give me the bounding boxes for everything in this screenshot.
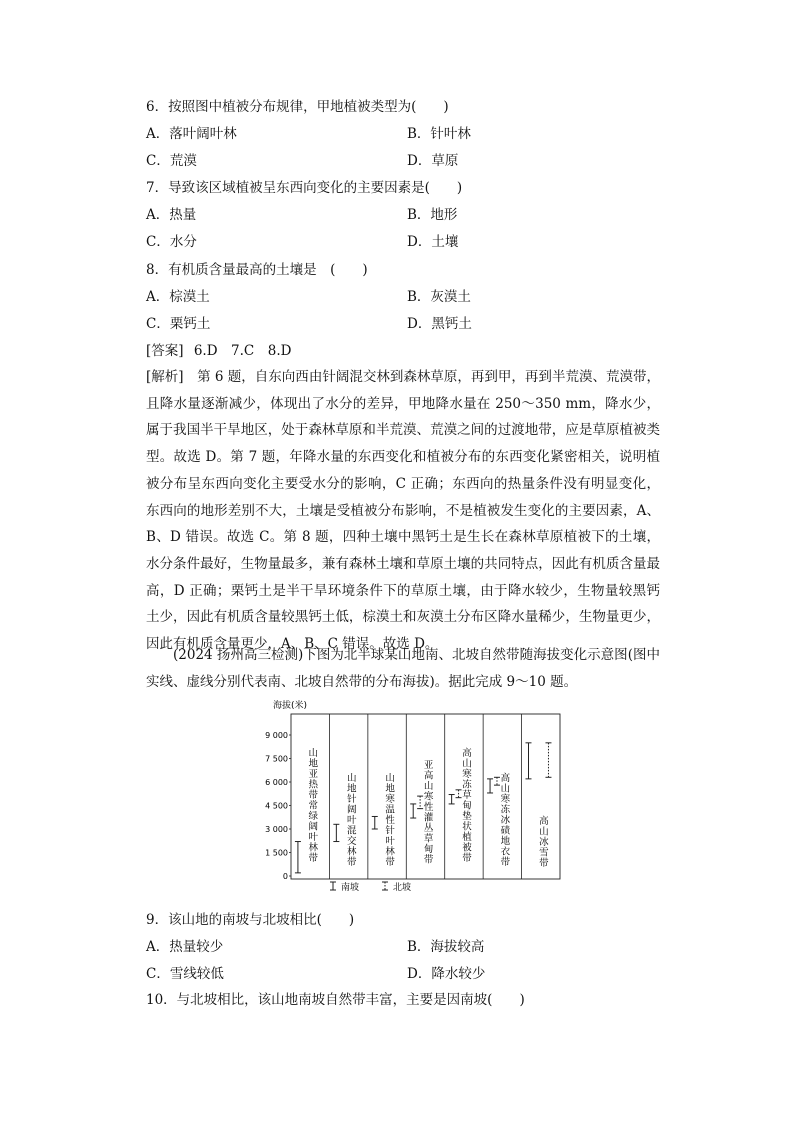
answer-text: 6.D 7.C 8.D	[193, 343, 292, 359]
altitude-belt-diagram	[265, 696, 568, 896]
q6-option-c: C．荒漠	[146, 153, 197, 169]
south-slope-bar	[333, 824, 339, 841]
y-axis-ticks	[265, 731, 291, 881]
q8-option-d: D．黑钙土	[407, 316, 472, 332]
belt-label: 亚高山寒性灌丛草甸带	[423, 760, 434, 866]
figure-intro-text: (2024 扬州高三检测)下图为北半球某山地南、北坡自然带随海拔变化示意图(图中实线、虚线分别代表南、北坡自然带的分布海拔)。据此完成 9～10 题。	[146, 647, 660, 690]
question-10-stem: 10．与北坡相比，该山地南坡自然带丰富，主要是因南坡( )	[146, 992, 525, 1008]
q7-option-a: A．热量	[146, 207, 197, 223]
south-slope-bar	[295, 842, 301, 873]
q6-option-b: B．针叶林	[407, 126, 471, 142]
q8-option-b: B．灰漠土	[407, 289, 471, 305]
y-tick-label: 0	[282, 872, 288, 881]
north-slope-bar	[545, 743, 551, 777]
belt-label: 高山寒冻冰碛地衣带	[500, 773, 511, 868]
q9-option-d: D．降水较少	[407, 966, 486, 982]
q8-option-a: A．棕漠土	[146, 289, 210, 305]
q9-option-c: C．雪线较低	[146, 966, 224, 982]
q7-option-d: D．土壤	[407, 234, 459, 250]
q8-option-c: C．栗钙土	[146, 316, 211, 332]
y-tick-label: 6 000	[265, 778, 288, 787]
analysis-tag: [解析]	[146, 369, 184, 385]
south-slope-bar	[372, 816, 378, 829]
question-7-stem: 7．导致该区域植被呈东西向变化的主要因素是( )	[146, 180, 463, 196]
q9-option-b: B．海拔较高	[407, 939, 485, 955]
belt-label: 山地针阔叶混交林带	[346, 773, 357, 868]
question-9-stem: 9．该山地的南坡与北坡相比( )	[146, 912, 355, 928]
north-slope-bar	[494, 777, 500, 785]
y-tick-label: 1 500	[265, 848, 288, 858]
south-slope-bar	[449, 795, 455, 804]
y-tick-label: 4 500	[265, 801, 288, 811]
north-slope-bar	[456, 790, 462, 798]
legend-north-symbol	[382, 882, 388, 890]
y-tick-label: 7 500	[265, 754, 288, 764]
north-slope-bar	[417, 796, 423, 809]
belt-label: 高山冰雪带	[539, 816, 549, 869]
analysis-paragraph	[146, 364, 660, 658]
q7-option-b: B．地形	[407, 207, 458, 223]
q7-option-c: C．水分	[146, 234, 197, 250]
legend-south-label: 南坡	[341, 883, 360, 893]
belt-label: 高山寒冻草甸垫状植被带	[462, 748, 472, 864]
south-slope-bar	[410, 804, 416, 818]
y-tick-label: 3 000	[265, 825, 288, 834]
legend-north-label: 北坡	[393, 883, 412, 893]
question-8-stem: 8．有机质含量最高的土壤是 ( )	[146, 262, 368, 278]
y-tick-label: 9 000	[265, 731, 288, 740]
analysis-text: 第 6 题，自东向西由针阔混交林到森林草原，再到甲，再到半荒漠、荒漠带，且降水量逐渐减少，体现出了水分的差异，甲地降水量在 250～350 mm，降水少，属于我国半干旱地区，处于森林草原和半荒漠、荒漠之间的过渡地带，应是草原植被类型。故选 D。第 7 题，年降水量的东西变化和植被分布的东西变化紧密相关，说明植被分布呈东西向变化主要受水分的影响，C 正确；东西向的热量条件没有明显变化，东西向的地形差别不大，土壤是受植被分布影响，不是植被发生变化的主要因素，A、B、D 错误。故选 C。第 8 题，四种土壤中黑钙土是生长在森林草原植被下的土壤，水分条件最好，生物量最多，兼有森林土壤和草原土壤的共同特点，因此有机质含量最高，D 正确；栗钙土是半干旱环境条件下的草原土壤，由于降水较少，生物量较黑钙土少，因此有机质含量较黑钙土低，棕漠土和灰漠土分布区降水量稀少，生物量更少，因此有机质含量更少，A、B、C 错误。故选 D。	[146, 369, 660, 653]
q6-option-d: D．草原	[407, 153, 459, 169]
belt-label: 山地亚热带常绿阔叶林带	[308, 748, 319, 864]
legend-south-symbol	[330, 882, 336, 890]
answer-tag: [答案]	[146, 343, 184, 359]
answer-line	[146, 341, 291, 361]
south-slope-bar	[487, 779, 493, 793]
question-6-stem: 6．按照图中植被分布规律，甲地植被类型为( )	[146, 99, 449, 115]
q9-option-a: A．热量较少	[146, 939, 224, 955]
belt-labels	[309, 747, 550, 869]
y-axis-label: 海拔(米)	[273, 701, 308, 711]
south-slope-bar	[525, 743, 531, 779]
legend	[330, 881, 411, 893]
belt-label: 山地寒温性针叶林带	[385, 773, 395, 868]
q6-option-a: A．落叶阔叶林	[146, 126, 237, 142]
